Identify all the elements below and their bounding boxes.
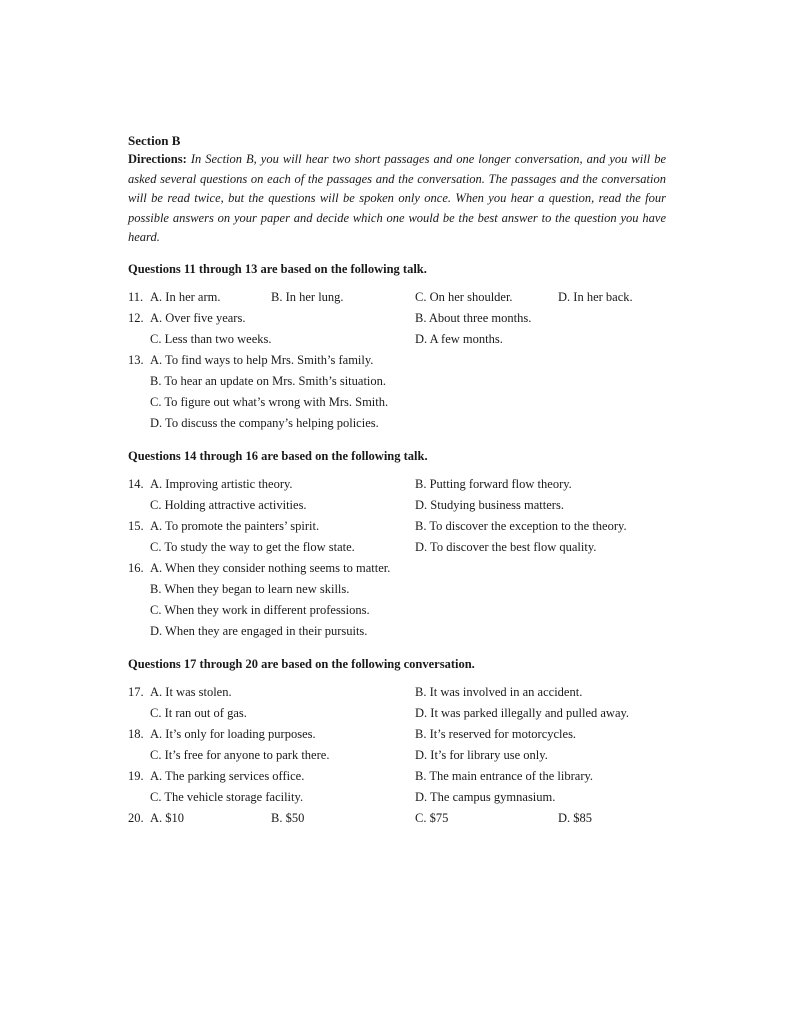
question-18 [128,725,666,746]
question-13-c [128,393,666,414]
question-16-b [128,580,666,601]
option-b: B. In her lung. [271,289,344,304]
option-c: C. The vehicle storage facility. [150,789,304,804]
option-a: A. When they consider nothing seems to matter. [150,560,391,575]
option-d: D. In her back. [558,289,633,304]
option-c: C. On her shoulder. [415,289,513,304]
option-b: B. To discover the exception to the theory. [415,518,627,533]
group-heading-11-13: Questions 11 through 13 are based on the following talk. [128,261,427,276]
section-title: Section B [128,133,181,148]
question-13-d [128,414,666,435]
option-c: C. To study the way to get the flow state. [150,539,355,554]
question-13 [128,351,666,372]
option-b: B. Putting forward flow theory. [415,476,572,491]
option-a: A. To promote the painters’ spirit. [150,518,320,533]
group-heading-17-20: Questions 17 through 20 are based on the following conversation. [128,656,475,671]
question-number: 18. [128,726,144,741]
option-b: B. About three months. [415,310,532,325]
question-15 [128,517,666,538]
question-number: 20. [128,810,144,825]
question-number: 17. [128,684,144,699]
option-d: D. It’s for library use only. [415,747,548,762]
option-d: D. When they are engaged in their pursuits. [150,623,368,638]
option-b: B. It’s reserved for motorcycles. [415,726,577,741]
option-c: C. $75 [415,810,449,825]
question-number: 12. [128,310,144,325]
question-16-c [128,601,666,622]
question-19-cont [128,788,666,809]
question-16-d [128,622,666,643]
option-b: B. $50 [271,810,305,825]
option-c: C. To figure out what’s wrong with Mrs. Smith. [150,394,389,409]
option-d: D. $85 [558,810,593,825]
option-c: C. When they work in different professions. [150,602,370,617]
option-b: B. The main entrance of the library. [415,768,594,783]
option-a: A. It’s only for loading purposes. [150,726,316,741]
option-b: B. When they began to learn new skills. [150,581,350,596]
option-d: D. A few months. [415,331,503,346]
question-number: 19. [128,768,144,783]
question-number: 15. [128,518,144,533]
option-d: D. It was parked illegally and pulled away. [415,705,630,720]
question-12-cont [128,330,666,351]
question-number: 11. [128,289,144,304]
option-a: A. The parking services office. [150,768,305,783]
option-a: A. In her arm. [150,289,221,304]
option-c: C. It’s free for anyone to park there. [150,747,330,762]
option-c: C. Holding attractive activities. [150,497,307,512]
option-a: A. Improving artistic theory. [150,476,293,491]
question-20 [128,809,666,830]
option-d: D. The campus gymnasium. [415,789,556,804]
group-heading-14-16: Questions 14 through 16 are based on the following talk. [128,448,428,463]
question-18-cont [128,746,666,767]
question-17 [128,683,666,704]
option-a: A. Over five years. [150,310,246,325]
question-11 [128,288,666,309]
question-number: 13. [128,352,144,367]
option-b: B. To hear an update on Mrs. Smith’s situation. [150,373,387,388]
question-number: 14. [128,476,144,491]
question-13-b [128,372,666,393]
directions-text: In Section B, you will hear two short passages and one longer conversation, and you will be asked several questions on each of the passages and the conversation. The passages and the conversation will be read twice, but the questions will be spoken only once. When you hear a question, read the four possible answers on your paper and decide which one would be the best answer to the question you have heard. [128,152,666,244]
option-d: D. To discuss the company’s helping policies. [150,415,379,430]
question-14 [128,475,666,496]
option-b: B. It was involved in an accident. [415,684,583,699]
option-a: A. $10 [150,810,185,825]
question-12 [128,309,666,330]
option-c: C. It ran out of gas. [150,705,247,720]
question-16 [128,559,666,580]
question-15-cont [128,538,666,559]
option-d: D. To discover the best flow quality. [415,539,597,554]
option-d: D. Studying business matters. [415,497,564,512]
directions-label: Directions: [128,152,187,166]
option-c: C. Less than two weeks. [150,331,272,346]
option-a: A. It was stolen. [150,684,232,699]
question-14-cont [128,496,666,517]
question-17-cont [128,704,666,725]
question-19 [128,767,666,788]
option-a: A. To find ways to help Mrs. Smith’s family. [150,352,374,367]
question-number: 16. [128,560,144,575]
exam-page [128,131,666,830]
directions [128,150,666,248]
